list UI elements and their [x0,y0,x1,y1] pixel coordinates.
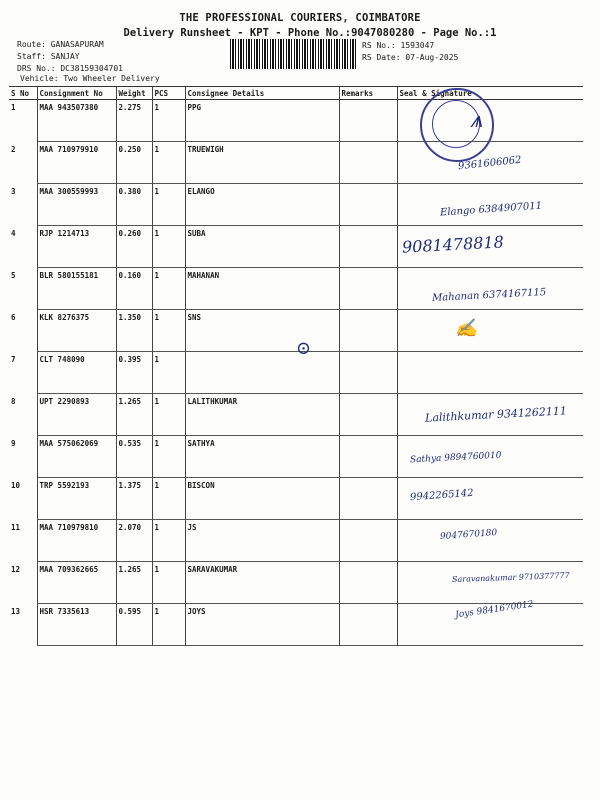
row-sno: 5 [11,270,16,280]
row-remarks [339,520,397,562]
row-signature [397,520,583,562]
signature-mark: ⩚ [470,108,483,133]
row-consignment-no: MAA 709362665 [37,562,116,604]
row-weight: 0.160 [116,268,152,310]
staff-label: Staff: SANJAY [17,52,80,61]
row-consignee: LALITHKUMAR [185,394,339,436]
row-consignee: SARAVAKUMAR [185,562,339,604]
table-row [9,100,583,142]
row-consignee: PPG [185,100,339,142]
rs-number: RS No.: 1593047 [362,41,435,50]
row-consignee: SATHYA [185,436,339,478]
row-remarks [339,394,397,436]
row-sno: 9 [11,438,16,448]
handwritten-sig-10: 9942265142 [409,487,474,504]
row-consignment-no: KLK 8276375 [37,310,116,352]
handwritten-sig-2: 9361606062 [457,154,523,173]
row-pcs: 1 [152,310,185,352]
handwritten-sig-9: Sathya 9894760010 [409,450,502,466]
row-weight: 1.265 [116,394,152,436]
row-pcs: 1 [152,352,185,394]
row-pcs: 1 [152,142,185,184]
row-sno: 6 [11,312,16,322]
row-pcs: 1 [152,268,185,310]
row-weight: 2.070 [116,520,152,562]
row-signature [397,268,583,310]
row-remarks [339,604,397,646]
signature-scribble-7: ⊙ [296,338,312,359]
row-consignment-no: RJP 1214713 [37,226,116,268]
row-remarks [339,436,397,478]
row-pcs: 1 [152,100,185,142]
row-consignee: SUBA [185,226,339,268]
row-weight: 0.250 [116,142,152,184]
col-sno: S No [9,87,37,100]
row-consignment-no: HSR 7335613 [37,604,116,646]
col-consignment: Consignment No [37,87,116,100]
row-remarks [339,142,397,184]
row-consignee: ELANGO [185,184,339,226]
row-remarks [339,100,397,142]
row-weight: 0.535 [116,436,152,478]
row-remarks [339,562,397,604]
row-consignment-no: CLT 748090 [37,352,116,394]
row-sno: 12 [11,564,21,574]
row-sno: 10 [11,480,21,490]
rs-date: RS Date: 07-Aug-2025 [362,53,459,62]
row-consignee: BISCON [185,478,339,520]
handwritten-sig-13: Joys 9841670012 [454,599,535,621]
table-row [9,268,583,310]
row-consignment-no: TRP 5592193 [37,478,116,520]
row-signature [397,352,583,394]
row-sno: 4 [11,228,16,238]
row-pcs: 1 [152,184,185,226]
row-sno: 3 [11,186,16,196]
row-consignment-no: BLR 580155181 [37,268,116,310]
table-row [9,520,583,562]
handwritten-sig-12: Saravanakumar 9710377777 [451,570,570,585]
row-consignee: TRUEWIGH [185,142,339,184]
handwritten-sig-5: Mahanan 6374167115 [431,287,547,304]
runsheet-table [9,86,583,646]
drs-number: DRS No.: DC38159304701 [17,64,123,73]
row-weight: 1.350 [116,310,152,352]
row-weight: 0.395 [116,352,152,394]
row-weight: 2.275 [116,100,152,142]
row-remarks [339,184,397,226]
row-consignment-no: MAA 710979810 [37,520,116,562]
row-remarks [339,226,397,268]
col-consignee: Consignee Details [185,87,339,100]
row-remarks [339,268,397,310]
row-consignee: JOYS [185,604,339,646]
table-row [9,478,583,520]
row-remarks [339,352,397,394]
row-pcs: 1 [152,226,185,268]
row-sno: 2 [11,144,16,154]
vehicle-label: Vehicle: Two Wheeler Delivery [20,74,160,83]
row-sno: 8 [11,396,16,406]
row-weight: 0.260 [116,226,152,268]
row-consignee: MAHANAN [185,268,339,310]
company-title: THE PROFESSIONAL COURIERS, COIMBATORE [179,12,421,24]
handwritten-sig-8: Lalithkumar 9341262111 [424,404,568,425]
route-label: Route: GANASAPURAM [17,40,104,49]
col-pcs: PCS [152,87,185,100]
col-signature: Seal & Signature [397,87,583,100]
row-weight: 1.265 [116,562,152,604]
handwritten-sig-11: 9047670180 [439,528,498,542]
row-consignee [185,352,339,394]
row-pcs: 1 [152,394,185,436]
row-consignee: SNS [185,310,339,352]
row-consignee: JS [185,520,339,562]
row-consignment-no: MAA 575062069 [37,436,116,478]
row-pcs: 1 [152,436,185,478]
row-consignment-no: UPT 2290893 [37,394,116,436]
row-pcs: 1 [152,604,185,646]
row-weight: 1.375 [116,478,152,520]
row-weight: 0.595 [116,604,152,646]
row-sno: 13 [11,606,21,616]
row-sno: 7 [11,354,16,364]
row-consignment-no: MAA 943507380 [37,100,116,142]
runsheet-subtitle: Delivery Runsheet - KPT - Phone No.:9047080280 - Page No.:1 [123,27,497,39]
row-signature [397,310,583,352]
row-weight: 0.380 [116,184,152,226]
col-remarks: Remarks [339,87,397,100]
row-consignment-no: MAA 710979910 [37,142,116,184]
company-seal-stamp [420,88,494,162]
table-header-row [9,87,583,100]
table-row [9,562,583,604]
signature-scribble-6: ✍ [455,318,478,339]
row-sno: 1 [11,103,16,112]
row-consignment-no: MAA 300559993 [37,184,116,226]
row-pcs: 1 [152,562,185,604]
row-pcs: 1 [152,478,185,520]
row-remarks [339,310,397,352]
barcode [230,39,358,69]
row-remarks [339,478,397,520]
row-pcs: 1 [152,520,185,562]
row-sno: 11 [11,522,21,532]
handwritten-sig-4: 9081478818 [401,232,505,257]
col-weight: Weight [116,87,152,100]
handwritten-sig-3: Elango 6384907011 [439,200,543,219]
